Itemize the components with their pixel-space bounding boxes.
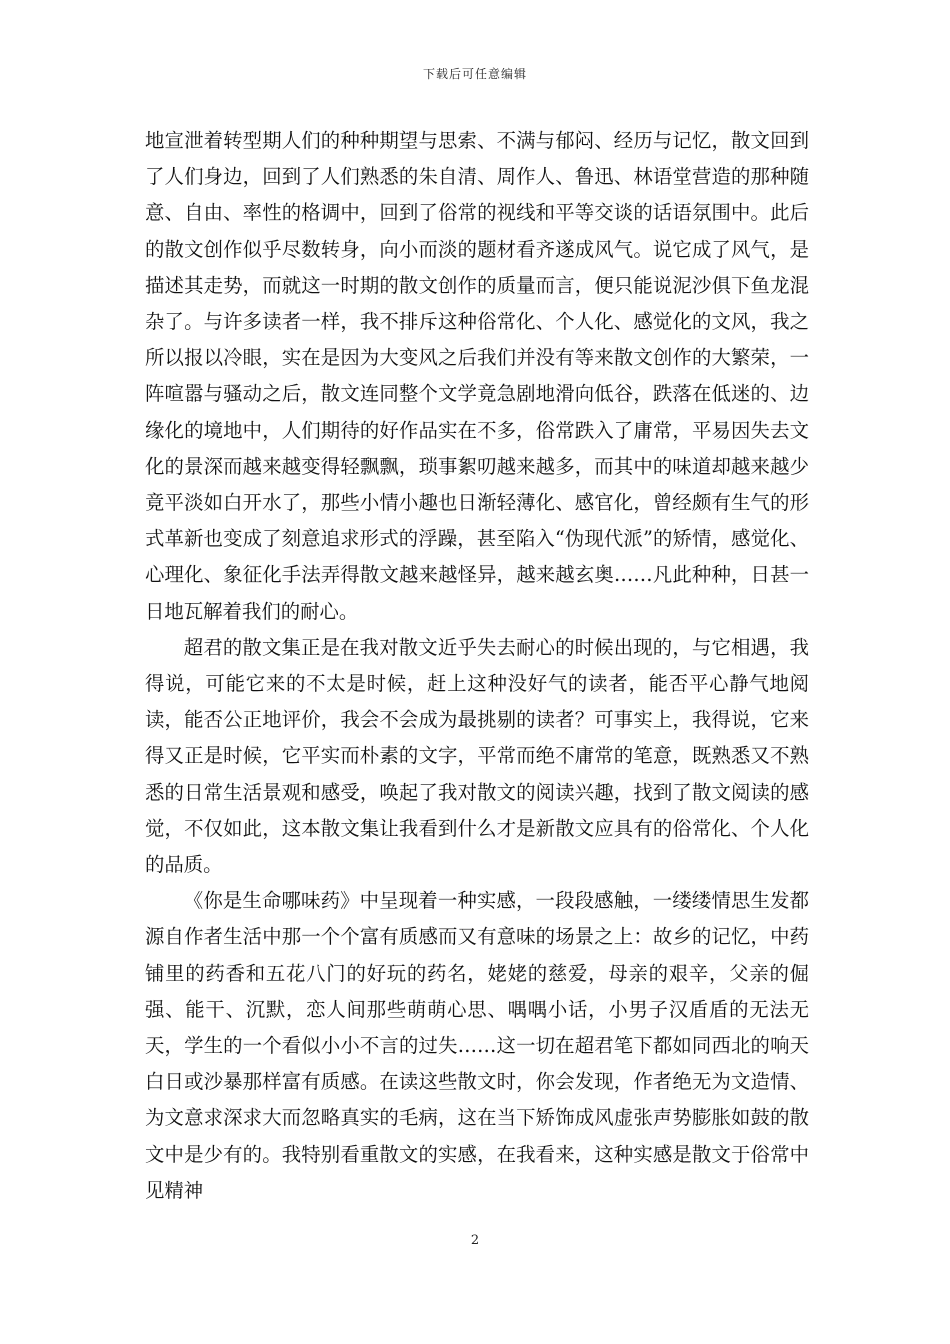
paragraph-2: 超君的散文集正是在我对散文近乎失去耐心的时候出现的，与它相遇，我得说，可能它来的不太是时候，赶上这种没好气的读者，能否平心静气地阅读，能否公正地评价，我会不会成为最挑剔的读者？可事实上，我得说，它来得又正是时候，它平实而朴素的文字，平常而绝不庸常的笔意，既熟悉又不熟悉的日常生活景观和感受，唤起了我对散文的阅读兴趣，找到了散文阅读的感觉，不仅如此，这本散文集让我看到什么才是新散文应具有的俗常化、个人化的品质。 bbox=[145, 635, 809, 877]
paragraph-1: 地宣泄着转型期人们的种种期望与思索、不满与郁闷、经历与记忆，散文回到了人们身边，回到了人们熟悉的朱自清、周作人、鲁迅、林语堂营造的那种随意、自由、率性的格调中，回到了俗常的视线和平等交谈的话语氛围中。此后的散文创作似乎尽数转身，向小而淡的题材看齐遂成风气。说它成了风气，是描述其走势，而就这一时期的散文创作的质量而言，便只能说泥沙俱下鱼龙混杂了。与许多读者一样，我不排斥这种俗常化、个人化、感觉化的文风，我之所以报以冷眼，实在是因为大变风之后我们并没有等来散文创作的大繁荣，一阵喧嚣与骚动之后，散文连同整个文学竟急剧地滑向低谷，跌落在低迷的、边缘化的境地中，人们期待的好作品实在不多，俗常跌入了庸常，平易因失去文化的景深而越来越变得轻飘飘，琐事絮叨越来越多，而其中的味道却越来越少竟平淡如白开水了，那些小情小趣也日渐轻薄化、感官化，曾经颇有生气的形式革新也变成了刻意追求形式的浮躁，甚至陷入“伪现代派”的矫情，感觉化、心理化、象征化手法弄得散文越来越怪异，越来越玄奥……凡此种种，日甚一日地瓦解着我们的耐心。 bbox=[145, 129, 809, 623]
page-header-note: 下载后可任意编辑 bbox=[422, 67, 527, 81]
page-number: 2 bbox=[470, 1233, 480, 1248]
document-body bbox=[145, 123, 809, 1209]
paragraph-3: 《你是生命哪味药》中呈现着一种实感，一段段感触，一缕缕情思生发都源自作者生活中那一个个富有质感而又有意味的场景之上：故乡的记忆，中药铺里的药香和五花八门的好玩的药名，姥姥的慈爱，母亲的艰辛，父亲的倔强、能干、沉默，恋人间那些萌萌心思、喁喁小话，小男子汉盾盾的无法无天，学生的一个看似小小不言的过失……这一切在超君笔下都如同西北的响天白日或沙暴那样富有质感。在读这些散文时，你会发现，作者绝无为文造情、为文意求深求大而忽略真实的毛病，这在当下矫饰成风虚张声势膨胀如鼓的散文中是少有的。我特别看重散文的实感，在我看来，这种实感是散文于俗常中见精神 bbox=[145, 889, 809, 1202]
